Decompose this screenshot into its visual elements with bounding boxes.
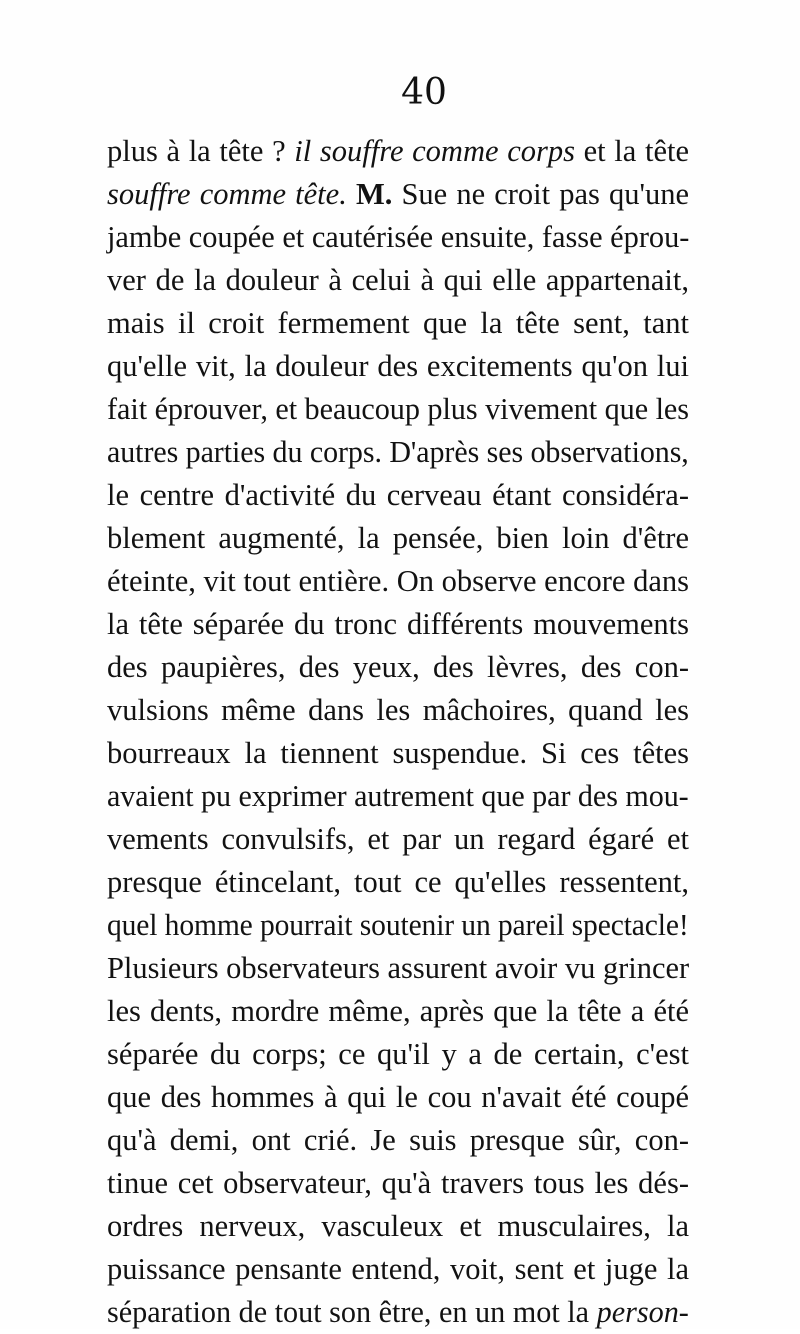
text-line [107, 474, 689, 517]
text-segment: Sue ne croit pas qu'une [392, 177, 689, 211]
text-segment: séparée du corps; ce qu'il y a de certain, c'est [107, 1037, 689, 1071]
text-line [107, 431, 689, 474]
text-line [107, 1033, 689, 1076]
text-segment: que des hommes à qui le cou n'avait été coupé [107, 1080, 689, 1114]
text-segment: puissance pensante entend, voit, sent et juge la [107, 1252, 689, 1286]
text-segment: le centre d'activité du cerveau étant considéra- [107, 478, 689, 512]
text-segment: séparation de tout son être, en un mot la [107, 1295, 597, 1329]
text-segment: les dents, mordre même, après que la tête a été [107, 994, 689, 1028]
text-segment: tinue cet observateur, qu'à travers tous les dés- [107, 1166, 689, 1200]
text-line [107, 1162, 689, 1205]
text-segment: blement augmenté, la pensée, bien loin d'être [107, 521, 689, 555]
text-segment: des paupières, des yeux, des lèvres, des con- [107, 650, 689, 684]
text-segment: plus à la tête ? [107, 134, 295, 168]
text-segment: qu'à demi, ont crié. Je suis presque sûr, con- [107, 1123, 689, 1157]
text-segment: autres parties du corps. D'après ses observations, [107, 435, 689, 469]
italic-text: il souffre comme corps [294, 134, 575, 168]
text-segment: bourreaux la tiennent suspendue. Si ces têtes [107, 736, 689, 770]
text-line [107, 517, 689, 560]
text-segment: fait éprouver, et beaucoup plus vivement que les [107, 392, 689, 426]
text-line [107, 173, 689, 216]
bold-text: M. [355, 177, 393, 211]
text-line [107, 130, 689, 173]
text-segment: Plusieurs observateurs assurent avoir vu grincer [107, 951, 690, 985]
text-line [107, 1248, 689, 1291]
text-segment: éteinte, vit tout entière. On observe encore dans [107, 564, 689, 598]
text-line [107, 1291, 689, 1334]
text-segment: mais il croit fermement que la tête sent, tant [107, 306, 689, 340]
page-number: 40 [401, 72, 447, 113]
text-segment: vulsions même dans les mâchoires, quand les [107, 693, 689, 727]
italic-text: souffre comme tête. [107, 177, 347, 211]
text-segment [347, 177, 356, 211]
text-segment: qu'elle vit, la douleur des excitements qu'on lui [107, 349, 689, 383]
text-line [107, 689, 689, 732]
text-line [107, 302, 689, 345]
text-line [107, 1205, 689, 1248]
text-line [107, 345, 689, 388]
text-line [107, 1076, 689, 1119]
text-segment: quel homme pourrait soutenir un pareil spectacle! [107, 908, 689, 942]
text-line [107, 560, 689, 603]
text-segment: vements convulsifs, et par un regard égaré et [107, 822, 689, 856]
text-line [107, 216, 690, 259]
text-line [107, 904, 689, 947]
text-segment: ordres nerveux, vasculeux et musculaires, la [107, 1209, 689, 1243]
text-line [107, 861, 689, 904]
text-line [107, 732, 689, 775]
text-line [107, 818, 689, 861]
text-segment: avaient pu exprimer autrement que par des mou- [107, 779, 689, 813]
text-line [107, 1119, 689, 1162]
text-segment: et la tête [574, 134, 690, 168]
text-segment: jambe coupée et cautérisée ensuite, fasse éprou- [107, 220, 690, 254]
text-line [107, 775, 689, 818]
text-line [107, 947, 688, 990]
body-text [107, 130, 689, 1334]
text-line [107, 990, 689, 1033]
text-line [107, 646, 689, 689]
text-line [107, 388, 689, 431]
text-segment: ver de la douleur à celui à qui elle appartenait, [107, 263, 689, 297]
text-line [107, 259, 689, 302]
text-segment: presque étincelant, tout ce qu'elles ressentent, [107, 865, 689, 899]
text-segment: la tête séparée du tronc différents mouvements [107, 607, 689, 641]
italic-text: person- [596, 1295, 689, 1329]
text-line [107, 603, 689, 646]
